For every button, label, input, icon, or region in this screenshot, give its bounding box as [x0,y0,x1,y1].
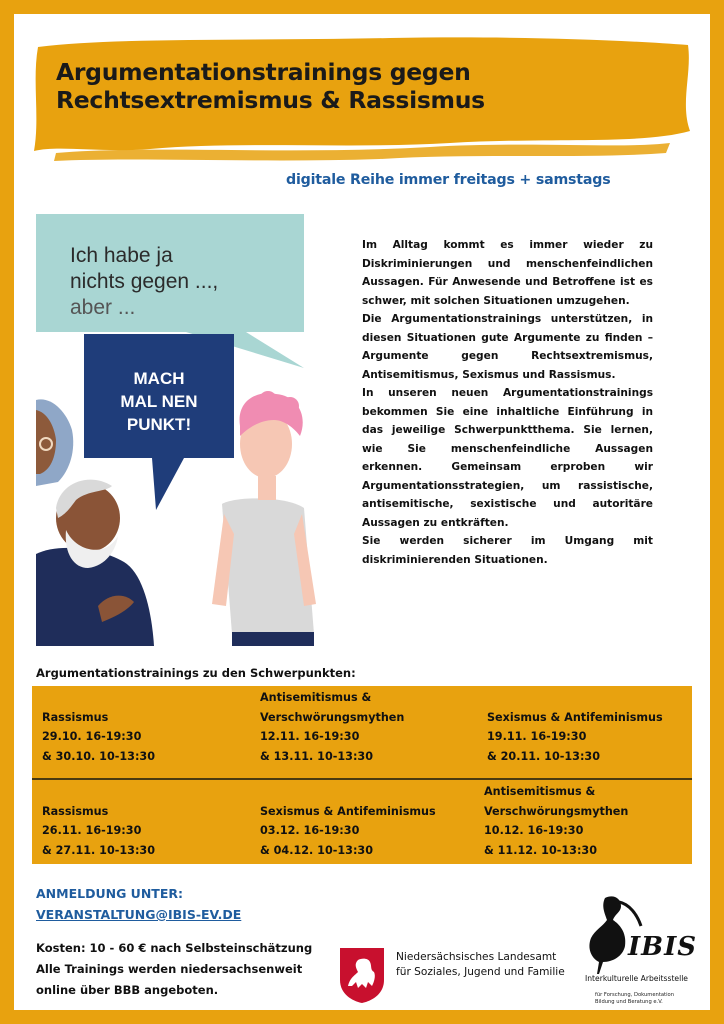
title-line-2: Rechtsextremismus & Rassismus [56,86,485,114]
schedule-divider [32,778,692,780]
registration-email-link[interactable]: VERANSTALTUNG@IBIS-EV.DE [36,907,242,922]
topic-line-2: Sexismus & Antifeminismus [487,710,663,724]
date-line-2: & 04.12. 10-13:30 [260,843,374,857]
page-title [56,58,636,114]
description [362,236,653,569]
bubble2-line3: PUNKT! [126,415,192,434]
registration-label: ANMELDUNG UNTER: [36,886,183,901]
date-line-1: 12.11. 16-19:30 [260,730,360,743]
costs-block [36,938,312,1001]
topic-line-1 [260,782,436,802]
ministry-line-2: für Soziales, Jugend und Familie [396,966,565,978]
title-line-1: Argumentationstrainings gegen [56,58,471,86]
date-line-2: & 13.11. 10-13:30 [260,749,374,763]
ministry-name [396,950,565,980]
bubble1-line3: aber ... [70,296,136,319]
schedule-cell [42,782,155,860]
ibis-tagline-2: Bildung und Beratung e.V. [595,998,663,1005]
topic-line-1: Antisemitismus & [260,691,372,704]
topic-line-1 [42,782,155,802]
topic-line-2: Rassismus [42,710,109,724]
bubble2-line2: MAL NEN [120,392,198,411]
topic-line-2: Sexismus & Antifeminismus [260,804,436,818]
illustration-artwork [36,214,340,646]
ministry-line-1: Niedersächsisches Landesamt [396,951,557,963]
costs-line-2: Alle Trainings werden niedersachsenweit [36,962,303,976]
costs-line-3: online über BBB angeboten. [36,983,219,997]
paragraph-1: Im Alltag kommt es immer wieder zu Diskriminierungen und menschenfeindlichen Aussagen. Für Anwesende und Betroffene ist es schwer, mit solchen Situationen umzugehen. [362,239,653,307]
schedule-heading: Argumentationstrainings zu den Schwerpunkten: [36,666,356,680]
topic-line-1: Antisemitismus & [484,785,596,798]
topic-line-2: Rassismus [42,804,109,818]
paragraph-2: Die Argumentationstrainings unterstützen, in diesen Situationen gute Argumente zu finden – Argumente gegen Rechtsextremismus, Antisemitismus, Sexismus und Rassismus. [362,313,653,381]
ibis-logo [583,892,701,1014]
subtitle: digitale Reihe immer freitags + samstags [286,172,611,188]
ibis-wordmark: IBIS [628,932,698,962]
date-line-1: 19.11. 16-19:30 [487,730,587,743]
costs-line-1: Kosten: 10 - 60 € nach Selbsteinschätzung [36,941,313,955]
schedule-table [32,686,692,864]
registration-block [36,883,241,925]
date-line-2: & 27.11. 10-13:30 [42,843,156,857]
schedule-cell [484,782,628,860]
ibis-tagline-1: für Forschung, Dokumentation [595,992,674,998]
bubble1-line1: Ich habe ja [70,244,173,267]
topic-line-1 [42,688,155,708]
ibis-tagline [595,992,701,1005]
date-line-2: & 11.12. 10-13:30 [484,843,598,857]
schedule-cell [260,688,404,766]
date-line-2: & 20.11. 10-13:30 [487,749,601,763]
schedule-cell [487,688,663,766]
bubble1-line2: nichts gegen ..., [70,270,219,293]
topic-line-2: Verschwörungsmythen [484,804,629,818]
topic-line-2: Verschwörungsmythen [260,710,405,724]
schedule-cell [42,688,155,766]
paragraph-3: In unseren neuen Argumentationstrainings bekommen Sie eine inhaltliche Einführung in das jeweilige Schwerpunktthema. Sie lernen, wie Sie menschenfeindliche Aussagen erkennen. Gemeinsam erproben wir Argumentationsstrategien, um rassistische, antisemitische, sexistische und autoritäre Aussagen zu entkräften. [362,387,653,529]
date-line-1: 03.12. 16-19:30 [260,824,360,837]
date-line-1: 26.11. 16-19:30 [42,824,142,837]
ibis-org-name: Interkulturelle Arbeitsstelle [585,974,688,983]
topic-line-1 [487,688,663,708]
paragraph-4: Sie werden sicherer im Umgang mit diskriminierenden Situationen. [362,535,653,566]
date-line-1: 10.12. 16-19:30 [484,824,584,837]
date-line-2: & 30.10. 10-13:30 [42,749,156,763]
date-line-1: 29.10. 16-19:30 [42,730,142,743]
ministry-logo [338,946,588,1006]
bubble2-line1: MACH [133,369,185,388]
lower-saxony-horse-icon [338,946,386,1004]
illustration [36,214,340,646]
schedule-cell [260,782,436,860]
